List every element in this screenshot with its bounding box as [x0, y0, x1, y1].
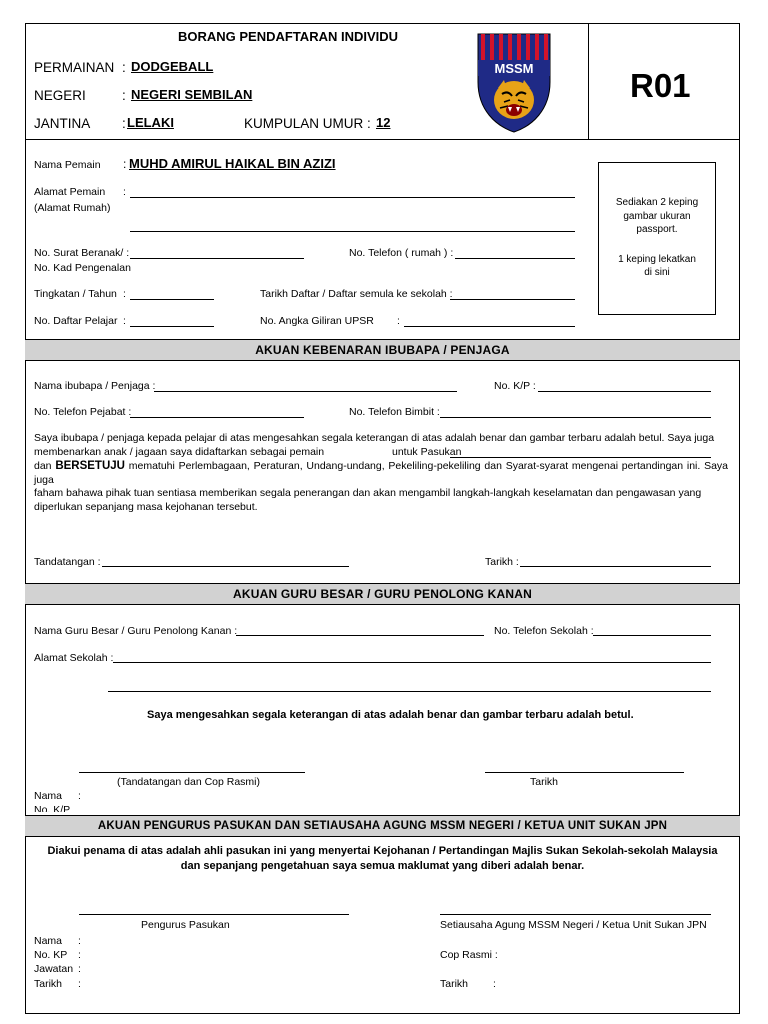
- tel-bimbit-line[interactable]: [440, 417, 711, 418]
- ibubapa-tarikh-line[interactable]: [520, 566, 711, 567]
- colon: :: [78, 935, 81, 947]
- negeri-value: NEGERI SEMBILAN: [131, 87, 253, 102]
- photo-text-3: passport.: [636, 224, 678, 235]
- pengurus-band: AKUAN PENGURUS PASUKAN DAN SETIAUSAHA AGUNG MSSM NEGERI / KETUA UNIT SUKAN JPN: [25, 815, 740, 837]
- photo-text-2: gambar ukuran: [623, 210, 691, 222]
- photo-box[interactable]: [598, 162, 716, 315]
- declaration-line-4: faham bahawa pihak tuan sentiasa memberikan segala penerangan dan akan mengambil langkah-langkah keselamatan dan pengawasan yang: [34, 487, 702, 500]
- guru-signature-caption: (Tandatangan dan Cop Rasmi): [117, 776, 261, 788]
- colon: :: [78, 978, 81, 990]
- permainan-value: DODGEBALL: [131, 59, 214, 74]
- pengurus-signature-line[interactable]: [79, 914, 349, 915]
- tarikh-daftar-label: Tarikh Daftar / Daftar semula ke sekolah :: [260, 288, 453, 300]
- colon: :: [123, 288, 126, 300]
- tel-bimbit-label: No. Telefon Bimbit :: [349, 406, 440, 418]
- jantina-label: JANTINA: [34, 116, 91, 131]
- colon: :: [123, 186, 126, 198]
- kumpulan-umur-label: KUMPULAN UMUR :: [244, 116, 371, 131]
- tel-pejabat-line[interactable]: [130, 417, 304, 418]
- pengurus-nokp-label: No. KP: [34, 949, 68, 961]
- photo-text-5: di sini: [644, 267, 670, 278]
- pengurus-statement-2: dan sepanjang pengetahuan saya semua maklumat yang diberi adalah benar.: [180, 860, 585, 872]
- header-divider: [588, 23, 589, 139]
- alamat-line-2[interactable]: [130, 231, 575, 232]
- pengurus-caption: Pengurus Pasukan: [141, 919, 230, 931]
- daftar-pelajar-line[interactable]: [130, 326, 214, 327]
- colon: :: [78, 790, 81, 802]
- nama-guru-line[interactable]: [236, 635, 484, 636]
- ibubapa-band: AKUAN KEBENARAN IBUBAPA / PENJAGA: [25, 339, 740, 361]
- guru-signature-line[interactable]: [79, 772, 305, 773]
- alamat-sekolah-line-2[interactable]: [108, 691, 711, 692]
- colon: :: [122, 60, 126, 75]
- guru-band: AKUAN GURU BESAR / GURU PENOLONG KANAN: [25, 583, 740, 605]
- tingkatan-label: Tingkatan / Tahun: [34, 288, 117, 300]
- colon: :: [122, 116, 126, 131]
- nama-ibubapa-label: Nama ibubapa / Penjaga :: [34, 380, 156, 392]
- nama-guru-label: Nama Guru Besar / Guru Penolong Kanan :: [34, 625, 238, 637]
- declaration-line-3: dan BERSETUJU mematuhi Perlembagaan, Peraturan, Undang-undang, Pekeliling-pekeliling dan Syarat-syarat mengenai pertandingan ini. Saya juga: [34, 459, 729, 486]
- surat-beranak-line[interactable]: [130, 258, 304, 259]
- alamat-sekolah-label: Alamat Sekolah :: [34, 652, 114, 664]
- alamat-line-1[interactable]: [130, 197, 575, 198]
- colon: :: [397, 315, 400, 327]
- colon: :: [123, 157, 127, 171]
- pengurus-tarikh-label: Tarikh: [34, 978, 63, 990]
- guru-nokp-label: No. K/P: [34, 804, 71, 812]
- declaration-line-5: diperlukan sepanjang masa kejohanan tersebut.: [34, 500, 258, 513]
- daftar-pelajar-label: No. Daftar Pelajar: [34, 315, 118, 327]
- photo-text-1: Sediakan 2 keping: [615, 197, 699, 208]
- nama-pemain-label: Nama Pemain: [34, 159, 101, 171]
- tel-sekolah-line[interactable]: [593, 635, 711, 636]
- header-bottom-rule: [25, 139, 740, 140]
- alamat-rumah-label: (Alamat Rumah): [34, 202, 111, 214]
- tingkatan-line[interactable]: [130, 299, 214, 300]
- guru-id-block: [34, 790, 154, 812]
- tandatangan-line[interactable]: [102, 566, 349, 567]
- colon: :: [78, 949, 81, 961]
- jantina-value: LELAKI: [127, 115, 174, 130]
- colon: :: [123, 315, 126, 327]
- tandatangan-label: Tandatangan :: [34, 556, 101, 568]
- nama-ibubapa-line[interactable]: [154, 391, 457, 392]
- declaration-line-1: Saya ibubapa / penjaga kepada pelajar di atas mengesahkan segala keterangan di atas adalah benar dan gambar terbaru adalah betul. Saya juga: [34, 432, 715, 444]
- guru-nama-label: Nama: [34, 790, 63, 802]
- mssm-logo-icon: [474, 30, 554, 134]
- colon: :: [122, 88, 126, 103]
- kumpulan-umur-value: 12: [376, 115, 391, 130]
- pengurus-nama-label: Nama: [34, 935, 63, 947]
- ibubapa-nokp-line[interactable]: [538, 391, 711, 392]
- permainan-label: PERMAINAN: [34, 60, 115, 75]
- angka-giliran-line[interactable]: [404, 326, 575, 327]
- colon: :: [78, 963, 81, 975]
- alamat-sekolah-line-1[interactable]: [113, 662, 711, 663]
- surat-beranak-label: No. Surat Beranak/ :: [34, 247, 130, 259]
- guru-statement: Saya mengesahkan segala keterangan di atas adalah benar dan gambar terbaru adalah betul.: [147, 709, 634, 721]
- negeri-label: NEGERI: [34, 88, 86, 103]
- kad-pengenalan-label: No. Kad Pengenalan: [34, 262, 131, 274]
- colon: :: [493, 978, 496, 990]
- form-code: R01: [630, 67, 691, 104]
- angka-giliran-label: No. Angka Giliran UPSR: [260, 315, 374, 327]
- ibubapa-declaration: [34, 432, 728, 515]
- telefon-rumah-line[interactable]: [455, 258, 575, 259]
- ibubapa-nokp-label: No. K/P :: [494, 380, 536, 392]
- nama-pemain-value: MUHD AMIRUL HAIKAL BIN AZIZI: [129, 156, 336, 171]
- telefon-rumah-label: No. Telefon ( rumah ) :: [349, 247, 454, 259]
- pemain-fill-line[interactable]: [450, 457, 711, 458]
- setiausaha-signature-line[interactable]: [440, 914, 711, 915]
- tel-sekolah-label: No. Telefon Sekolah :: [494, 625, 594, 637]
- guru-tarikh-caption: Tarikh: [530, 776, 559, 788]
- alamat-pemain-label: Alamat Pemain: [34, 186, 106, 198]
- tel-pejabat-label: No. Telefon Pejabat :: [34, 406, 132, 418]
- logo-text: MSSM: [494, 61, 534, 76]
- ibubapa-tarikh-label: Tarikh :: [485, 556, 519, 568]
- guru-tarikh-line[interactable]: [485, 772, 684, 773]
- tarikh-daftar-line[interactable]: [450, 299, 575, 300]
- pengurus-jawatan-label: Jawatan: [34, 963, 74, 975]
- setiausaha-caption: Setiausaha Agung MSSM Negeri / Ketua Unit Sukan JPN: [440, 919, 707, 931]
- setiausaha-tarikh-label: Tarikh: [440, 978, 469, 990]
- pengurus-statement-1: Diakui penama di atas adalah ahli pasukan ini yang menyertai Kejohanan / Pertandingan Majlis Sukan Sekolah-sekolah Malaysia: [47, 845, 718, 857]
- form-title: BORANG PENDAFTARAN INDIVIDU: [178, 29, 399, 44]
- declaration-line-2: membenarkan anak / jagaan saya didaftarkan sebagai pemain untuk Pasukan: [34, 445, 462, 458]
- cop-rasmi-label: Cop Rasmi :: [440, 949, 498, 961]
- photo-text-4: 1 keping lekatkan: [618, 253, 696, 265]
